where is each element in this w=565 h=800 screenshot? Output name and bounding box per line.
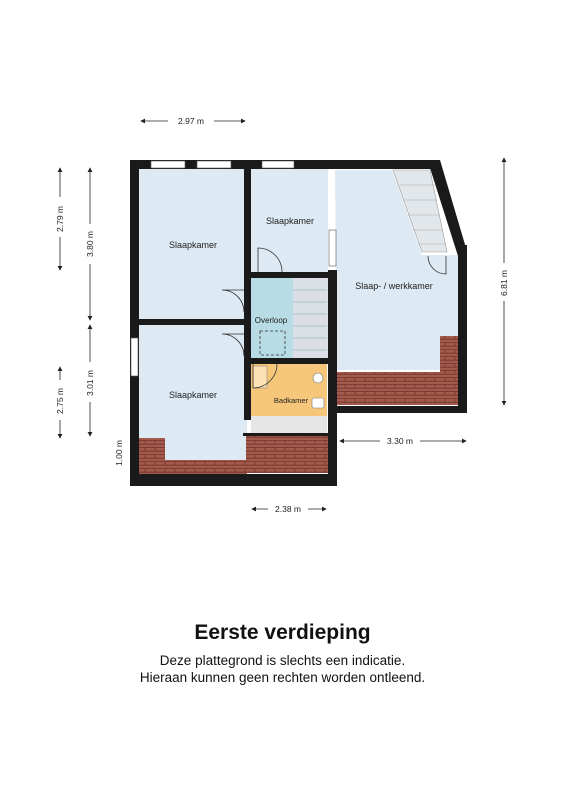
dim-left-lower-outer: 2.75 m bbox=[55, 388, 65, 414]
stair-area bbox=[292, 277, 328, 360]
dim-right-width: 3.30 m bbox=[387, 436, 413, 446]
dim-right-height: 6.81 m bbox=[499, 270, 509, 296]
window-top-1 bbox=[151, 161, 185, 168]
sink-icon bbox=[312, 398, 324, 408]
disclaimer-line-1: Deze plattegrond is slechts een indicatie. bbox=[159, 653, 406, 668]
dim-left-bottom: 1.00 m bbox=[114, 440, 124, 466]
room-label-overloop: Overloop bbox=[254, 316, 288, 325]
window-top-2 bbox=[197, 161, 231, 168]
dim-bottom-width: 2.38 m bbox=[275, 504, 301, 514]
window-top-3 bbox=[262, 161, 294, 168]
dim-left-upper-inner: 3.80 m bbox=[85, 231, 95, 257]
slaap-werkkamer-area bbox=[335, 170, 458, 370]
room-label-slaapkamer-top-middle: Slaapkamer bbox=[265, 216, 315, 226]
room-label-slaapkamer-bottom-left: Slaapkamer bbox=[168, 390, 218, 400]
roof-tile-bottom-strip bbox=[139, 460, 247, 474]
room-label-badkamer: Badkamer bbox=[273, 396, 309, 405]
window-left bbox=[131, 338, 138, 376]
room-label-slaapkamer-top-left: Slaapkamer bbox=[168, 240, 218, 250]
disclaimer-line-2: Hieraan kunnen geen rechten worden ontleend. bbox=[139, 670, 426, 685]
window-right-mid bbox=[329, 230, 336, 266]
room-label-slaap-werkkamer: Slaap- / werkkamer bbox=[355, 281, 433, 291]
dim-left-lower-inner: 3.01 m bbox=[85, 370, 95, 396]
floor-title: Eerste verdieping bbox=[194, 621, 371, 644]
toilet-icon bbox=[313, 373, 323, 383]
roof-tile-bottom-middle bbox=[246, 435, 328, 473]
dim-top-width: 2.97 m bbox=[178, 116, 204, 126]
dim-left-upper-outer: 2.79 m bbox=[55, 206, 65, 232]
